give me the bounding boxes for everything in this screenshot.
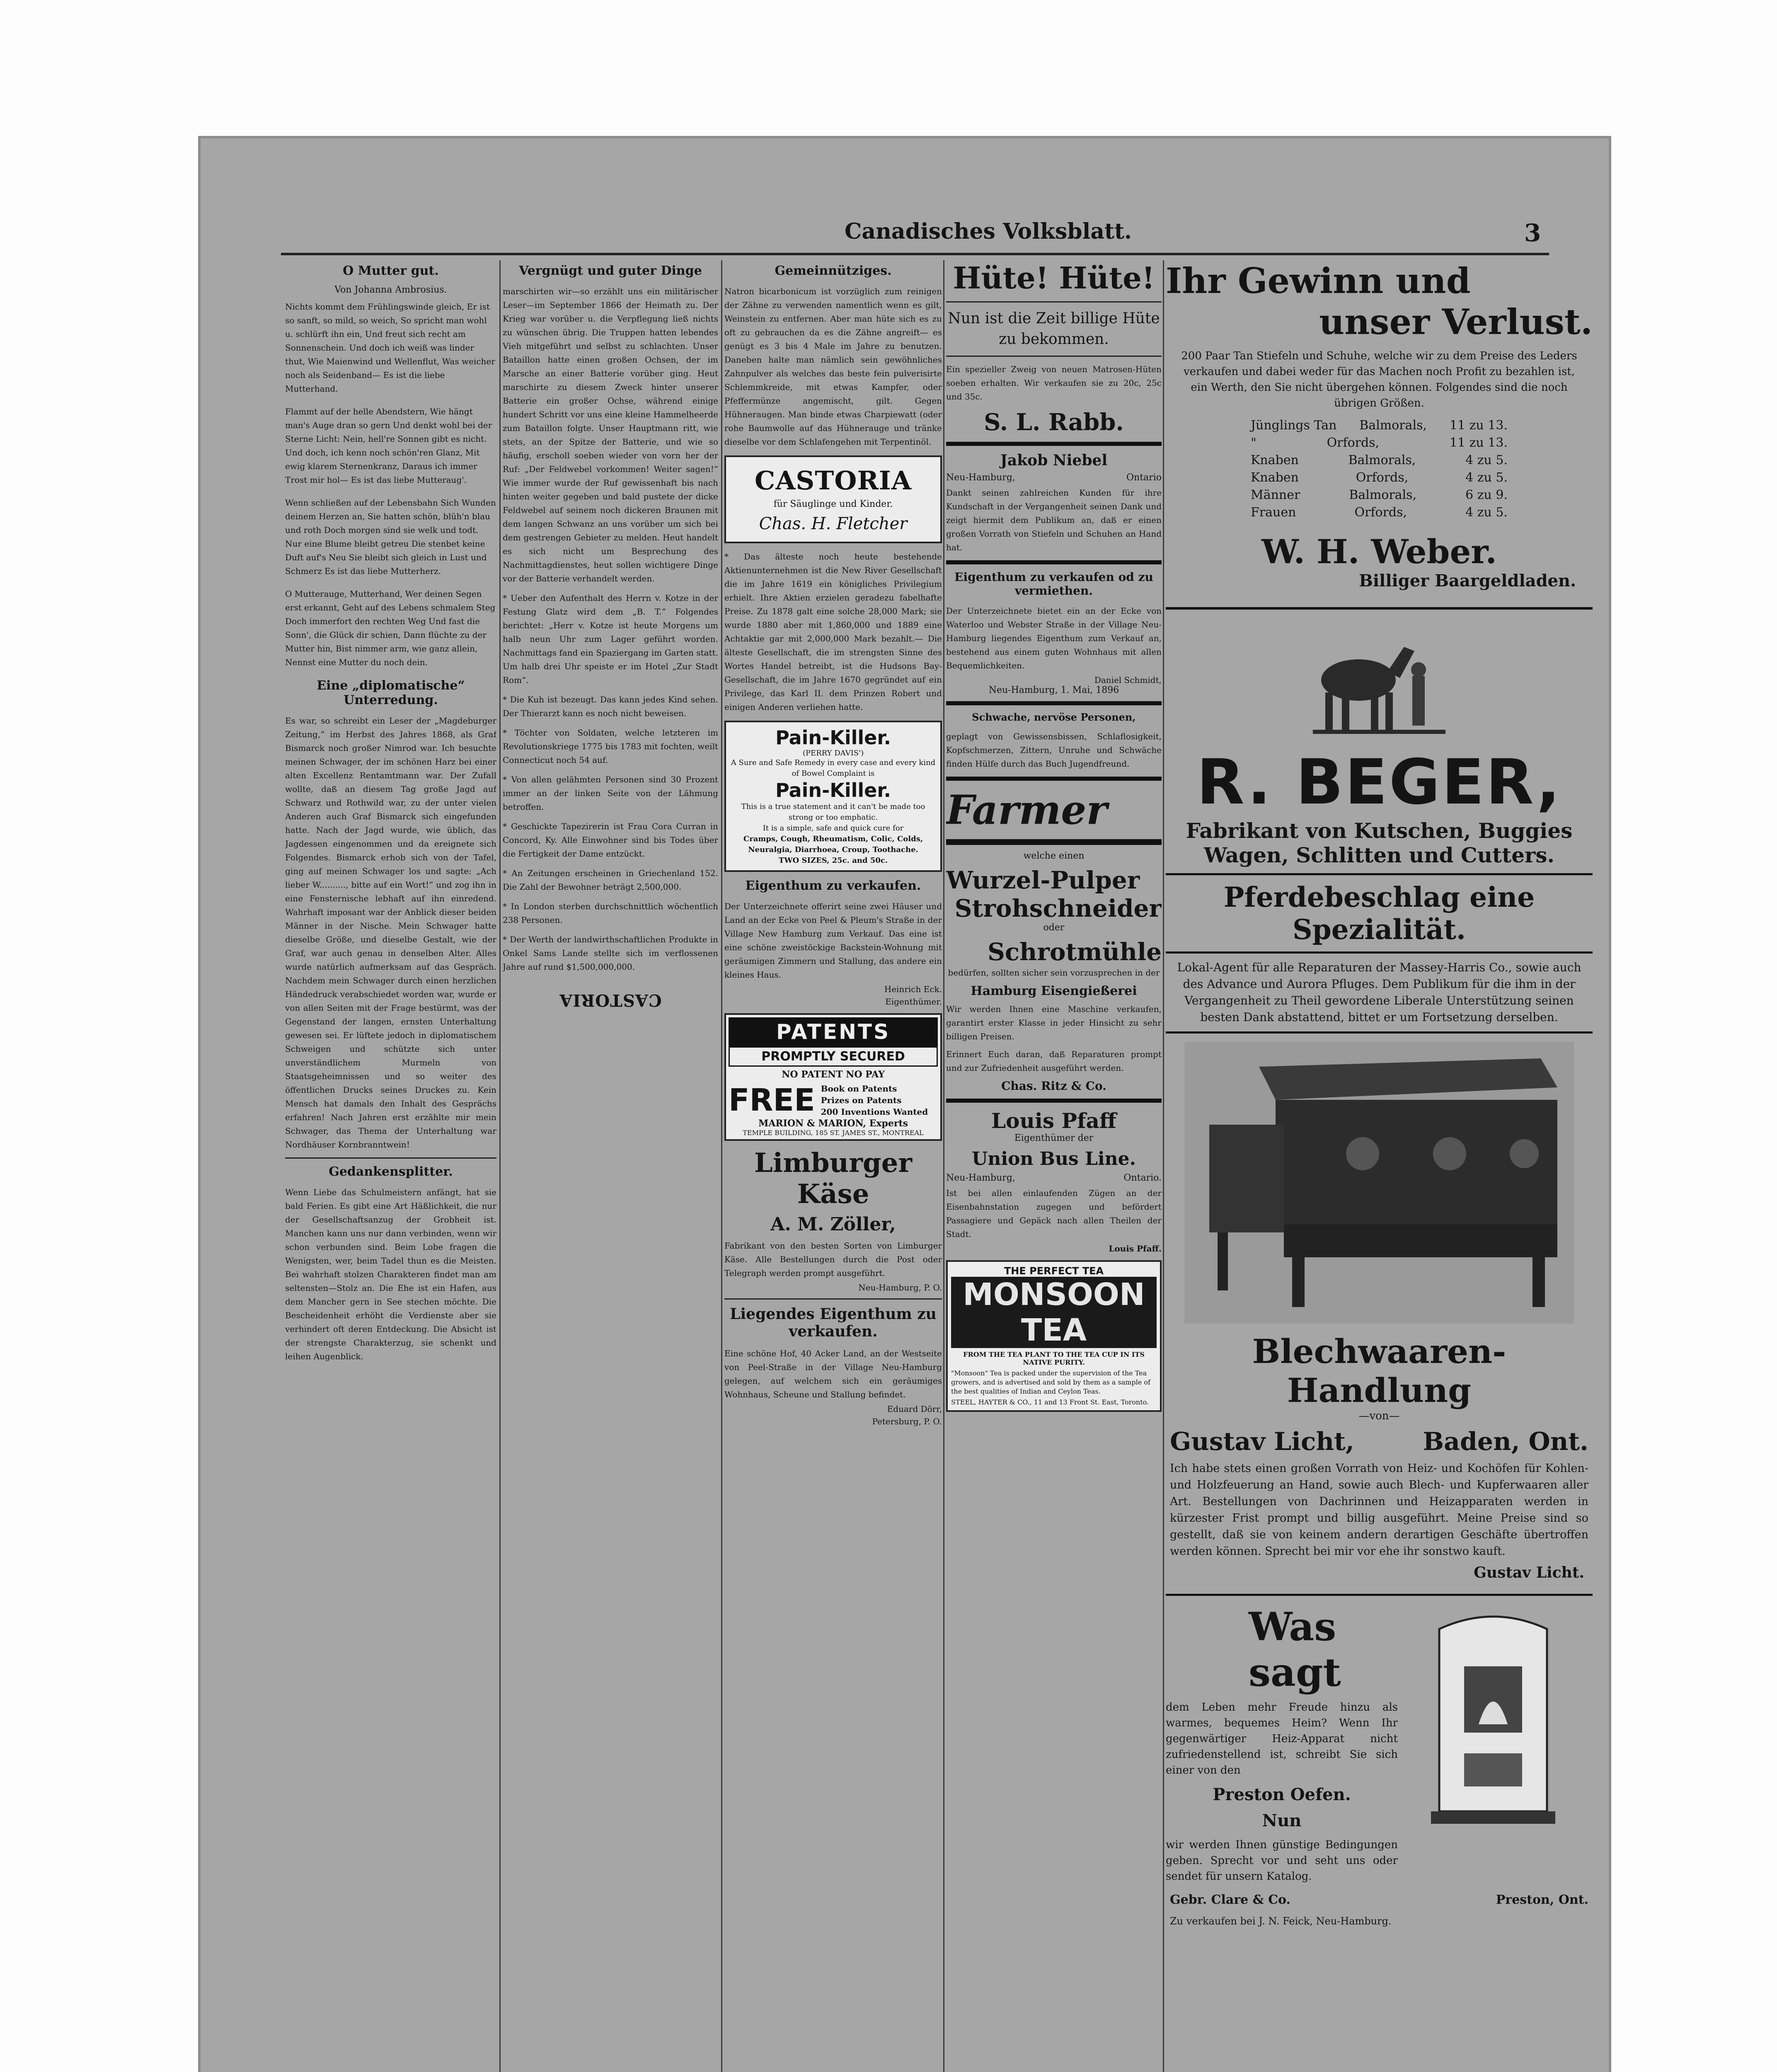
- castoria-ad: [724, 455, 942, 543]
- patents-ad: [724, 1013, 942, 1141]
- divider: [946, 777, 1162, 781]
- column-rule: [499, 260, 501, 2072]
- article-body: marschirten wir—so erzählt uns ein militärischer Leser—im September 1866 der Heimath zu. Der Krieg war vorüber u. die Verpflegung ließ nichts zu wünschen übrig. Die Truppen hatten lebendes Vieh mitgeführt und selbst zu schlachten. Unser Bataillon hatte einen großen Ochsen, der im Marsche an einer Batterie vorüber ging. Heut marschirte zu diesem Zweck hinter unserer Batterie ein großer Ochse, während einige hundert Schritt vor uns eine kleine Hammelheerde zum Bataillon folgte. Unser Hauptmann ritt, wie stets, an der Spitze der Batterie, und wie so häufig, erscholl soeben wieder von vorn her der Ruf: „Der Feldwebel vorkommen! Weiter sagen!“ Wie immer wurde der Ruf gewissenhaft bis nach hinten weiter gegeben und bald pustete der dicke Feldwebel auf seinem noch dickeren Braunen mit dem langen Schwanz an uns vorüber um sich bei dem gestrengen Gebieter zu melden. Heut handelt es sich nicht um Besprechung des Nachmittagdienstes, heut sollen wichtigere Dinge vor der Batterie verhandelt werden.: [503, 286, 718, 583]
- page-number: 3: [1524, 219, 1541, 247]
- patents-sub: PROMPTLY SECURED: [729, 1046, 938, 1067]
- poem-stanza: O Mutterauge, Mutterhand, Wer deinen Segen erst erkannt, Geht auf des Lebens schmalem Steg Doch immerfort den rechten Weg Und fast die Sonn', die Glück dir schien, Dann flüchte zu der Mutter hin, Bist nimmer arm, wie ganz allein, Nennst eine Mutter du noch dein.: [285, 589, 496, 667]
- beger-body: Lokal-Agent für alle Reparaturen der Massey-Harris Co., sowie auch des Advance und Aurora Pfluges. Dem Publikum für die ihm in der Vergangenheit zu Theil gewordene Liberale Unterstützung seinen besten Dank abstattend, bittet er um Fortsetzung derselben.: [1177, 961, 1581, 1024]
- furnace-illustration-icon: [1406, 1604, 1580, 1836]
- poem-title: O Mutter gut.: [343, 264, 439, 278]
- column-1: [285, 260, 496, 2001]
- castoria-title: CASTORIA: [754, 465, 912, 496]
- divider: [946, 301, 1162, 303]
- lieg-place: Petersburg, P. O.: [872, 1416, 942, 1426]
- weber-name: W. H. Weber.: [1261, 532, 1497, 571]
- schrot-title: Schrotmühle: [987, 938, 1162, 966]
- hute-title: Hüte! Hüte!: [953, 260, 1155, 295]
- patents-title: PATENTS: [729, 1017, 938, 1046]
- farmer-body2: Wir werden Ihnen eine Maschine verkaufen, garantirt erster Klasse in jeder Hinsicht zu sehr billigen Preisen.: [946, 1004, 1162, 1041]
- pfaff-sub: Eigenthümer der: [1014, 1133, 1094, 1143]
- licht-signature: Gustav Licht.: [1474, 1564, 1584, 1581]
- beger-name: R. BEGER,: [1196, 746, 1562, 818]
- divider: [946, 839, 1162, 845]
- nerv-body: geplagt von Gewissensbissen, Schlaflosigkeit, Kopfschmerzen, Zittern, Unruhe und Schwäche finden Hülfe durch das Buch Jugendfreund.: [946, 731, 1162, 769]
- divider: [285, 1157, 496, 1159]
- lieg-signature: Eduard Dörr,: [887, 1404, 942, 1414]
- castoria-sub: für Säuglinge und Kinder.: [773, 499, 893, 509]
- painkiller-line: Cramps, Cough, Rheumatism, Colic, Colds, Neuralgia, Diarrhoea, Croup, Toothache.: [743, 835, 923, 854]
- thoughts-body: Wenn Liebe das Schulmeistern anfängt, hat sie bald Ferien. Es gibt eine Art Häßlichkeit, die nur der Gesellschaftsanzug der Grobheit ist. Manchen kann uns nur dann verbinden, wenn wir schon verbunden sind. Beim Lobe fragen die Wenigsten, wer, beim Tadel thun es die Meisten. Bei wahrhaft stolzen Charakteren findet man am seltensten—Stolz an. Die Ehe ist ein Hafen, aus dem Mancher gern in See stechen möchte. Die Bescheidenheit erhöht die Verdienste aber sie verhindert oft deren Entdeckung. Die Absicht ist der strengste Charakterzug, sie schenkt und leihen Augenblick.: [285, 1187, 496, 1361]
- clare-name: Gebr. Clare & Co.: [1170, 1893, 1291, 1907]
- monsoon-sub: FROM THE TEA PLANT TO THE TEA CUP IN ITS NATIVE PURITY.: [963, 1351, 1145, 1366]
- article-title: Gemeinnütziges.: [775, 264, 892, 278]
- painkiller-title: Pain-Killer.: [775, 779, 891, 801]
- kase-body: Fabrikant von den besten Sorten von Limburger Käse. Alle Bestellungen durch die Post oder Telegraph werden prompt ausgeführt.: [724, 1241, 942, 1278]
- divider: [724, 1298, 942, 1300]
- busline-name: Union Bus Line.: [972, 1148, 1136, 1169]
- list-item: Knaben Balmorals, 4 zu 5.: [1251, 453, 1508, 467]
- beger-sub-2: Wagen, Schlitten und Cutters.: [1204, 843, 1554, 867]
- list-item: Jünglings Tan Balmorals, 11 zu 13.: [1251, 418, 1508, 433]
- property-signature: Heinrich Eck.: [884, 984, 942, 994]
- pfaff-name: Louis Pfaff: [991, 1109, 1116, 1133]
- clare-place: Preston, Ont.: [1496, 1893, 1588, 1907]
- poem-stanza: Nichts kommt dem Frühlingswinde gleich, Er ist so sanft, so mild, so weich, So spricht man wohl u. schlürft ihn ein, Und freut sich recht am Sonnenschein. Und doch ich weiß was linder thut, Wie Maienwind und Wellenflut, Was weicher noch als Seidenband— Es ist die liebe Mutterhand.: [285, 302, 495, 394]
- painkiller-line: This is a true statement and it can't be made too strong or too emphatic.: [741, 802, 925, 822]
- divider: [946, 442, 1162, 446]
- patents-nopay: NO PATENT NO PAY: [782, 1069, 885, 1080]
- eig-body: Der Unterzeichnete bietet ein an der Ecke von Waterloo und Webster Straße in der Village Neu-Hamburg liegendes Eigenthum zum Verkauf an, bestehend aus einem guten Wohnhaus mit allen Bequemlichkeiten.: [946, 606, 1162, 670]
- eig-title: Eigenthum zu verkaufen od zu vermiethen.: [954, 570, 1153, 598]
- was-title: Was sagt: [1249, 1604, 1341, 1695]
- divider: [1166, 873, 1593, 875]
- nun-body: wir werden Ihnen günstige Bedingungen geben. Sprecht vor und seht uns oder sendet für unsern Katalog.: [1166, 1839, 1398, 1883]
- column-3: [724, 260, 942, 2072]
- stroh-title: Strohschneider: [954, 894, 1162, 922]
- zoller-name: A. M. Zöller,: [770, 1214, 896, 1235]
- property-role: Eigenthümer.: [885, 997, 942, 1007]
- gewinn-title-1: Ihr Gewinn und: [1166, 260, 1471, 301]
- painkiller-title: Pain-Killer.: [775, 726, 891, 749]
- painkiller-line: A Sure and Safe Remedy in every case and every kind of Bowel Complaint is: [731, 758, 936, 778]
- nerv-title: Schwache, nervöse Personen,: [972, 711, 1136, 723]
- oder-word: oder: [1043, 922, 1065, 933]
- news-note: * Der Werth der landwirthschaftlichen Produkte in Onkel Sams Lande stellte sich im verflossenen Jahre auf rund $1,500,000,000.: [503, 934, 718, 972]
- ritz-name: Chas. Ritz & Co.: [1001, 1079, 1106, 1093]
- niebel-name: Jakob Niebel: [1000, 452, 1108, 469]
- painkiller-line: It is a simple, safe and quick cure for: [763, 824, 904, 833]
- pulper-title: Wurzel-Pulper: [946, 866, 1140, 894]
- hamburg-foundry: Hamburg Eisengießerei: [971, 984, 1137, 998]
- patents-line: 200 Inventions Wanted: [821, 1107, 928, 1117]
- hute-sub: Nun ist die Zeit billige Hüte zu bekommen.: [948, 310, 1160, 348]
- licht-name: Gustav Licht,: [1170, 1427, 1354, 1456]
- lieg-body: Eine schöne Hof, 40 Acker Land, an der Westseite von Peel-Straße in der Village Neu-Hamburg gelegen, auf welchem sich ein geräumiges Wohnhaus, Scheune und Stallung befindet.: [724, 1348, 942, 1399]
- erinnert-body: Erinnert Euch daran, daß Reparaturen prompt und zur Zufriedenheit ausgeführt werden.: [946, 1049, 1162, 1073]
- horse-illustration-icon: [1309, 626, 1450, 742]
- stove-illustration-icon: [1184, 1042, 1574, 1324]
- news-note: * Ueber den Aufenthalt des Herrn v. Kotze in der Festung Glatz wird dem „B. T.“ Folgendes berichtet: „Herr v. Kotze ist heute Morgens um halb neun Uhr zum Lager geführt worden. Nachmittags fand ein Spaziergang im Garten statt. Um halb drei Uhr speiste er im Hotel „Zur Stadt Rom“.: [503, 593, 718, 685]
- blech-title: Blechwaaren-Handlung: [1252, 1332, 1506, 1410]
- pfaff-body: Ist bei allen einlaufenden Zügen an der Eisenbahnstation zugegen und befördert Passagiere und Gepäck nach allen Theilen der Stadt.: [946, 1188, 1162, 1239]
- masthead: [198, 136, 1611, 260]
- column-2: [503, 260, 718, 2072]
- divider: [946, 701, 1162, 705]
- painkiller-line: TWO SIZES, 25c. and 50c.: [778, 856, 888, 865]
- niebel-body: Dankt seinen zahlreichen Kunden für ihre Kundschaft in der Vergangenheit seinen Dank und zeigt hiermit dem Publikum an, daß er einen großen Vorrath von Stiefeln und Schuhen an Hand hat.: [946, 488, 1162, 552]
- news-note: * An Zeitungen erscheinen in Griechenland 152. Die Zahl der Bewohner beträgt 2,500,000.: [503, 868, 718, 892]
- kase-title: Limburger Käse: [754, 1147, 913, 1210]
- poem-stanza: Wenn schließen auf der Lebensbahn Sich Wunden deinem Herzen an, Sie hatten schön, blüh'n blau und roth Doch morgen sind sie welk und todt. Nur eine Blume bleibt getreu Die stenbet keine Duft auf's Neu Sie bleibt sich gleich in Lust und Schmerz Es ist das liebe Mutterherz.: [285, 498, 496, 576]
- gewinn-body: 200 Paar Tan Stiefeln und Schuhe, welche wir zu dem Preise des Leders verkaufen und dabei weder für das Machen noch Profit zu bezahlen ist, ein Werth, den Sie nicht übergehen können. Folgendes sind die noch übrigen Größen.: [1181, 350, 1577, 409]
- monsoon-ad: [946, 1260, 1162, 1412]
- pfaff-place: Neu-Hamburg,: [946, 1173, 1015, 1183]
- column-4: [946, 260, 1162, 2072]
- niebel-place: Neu-Hamburg,: [946, 472, 1015, 483]
- divider: [1166, 607, 1593, 610]
- licht-body: Ich habe stets einen großen Vorrath von Heiz- und Kochöfen für Kohlen- und Holzfeuerung an Hand, sowie auch Blech- und Kupferwaaren aller Art. Bestellungen von Dachrinnen und Heizapparaten werden in kürzester Frist prompt und billig ausgeführt. Meine Preise sind so gestellt, daß sie von keinem andern derartigen Geschäfte übertroffen werden können. Sprecht bei mir vor ehe ihr sonstwo kauft.: [1170, 1462, 1588, 1558]
- eig-signature: Daniel Schmidt,: [1094, 675, 1162, 685]
- news-note: * Töchter von Soldaten, welche letzteren im Revolutionskriege 1775 bis 1783 mit fochten, weilt Connecticut noch 54 auf.: [503, 728, 718, 765]
- pfaff-province: Ontario.: [1123, 1173, 1162, 1183]
- monsoon-body: "Monsoon" Tea is packed under the supervision of the Tea growers, and is advertised and sold by them as a sample of the best qualities of Indian and Ceylon Teas.: [951, 1369, 1150, 1395]
- column-rule: [721, 260, 722, 2072]
- divider: [1166, 1594, 1593, 1596]
- article-body: Es war, so schreibt ein Leser der „Magdeburger Zeitung,“ im Herbst des Jahres 1868, als Graf Bismarck noch großer Nimrod war. Ich besuchte meinen Schwager, der im schönen Harz bei einer alten Excellenz Rentamtmann war. Der Zufall wollte, daß an diesem Tag große Jagd auf Schwarz und Rothwild war, zu der unter vielen Anderen auch Graf Bismarck sich eingefunden hatte. Nach der Jagd wurde, wie üblich, das Jagdessen eingenommen und da ereignete sich Folgendes. Bismarck erhob sich von der Tafel, ging auf meinen Schwager los und sagte: „Ach lieber W.........., bitte auf ein Wort!“ und zog ihn in eine Fensternische lebhaft auf ihn einredend. Wahrhaft imposant war der Anblick dieser beiden Männer in der Nische. Mein Schwager hatte dieselbe Größe, und dieselbe Gestalt, wie der Graf, war auch genau in denselben Alter. Alles wurde natürlich aufmerksam auf das Gespräch. Nachdem mein Schwager durch einen herzlichen Händedruck verabschiedet worden war, wurde er von allen Seiten mit der Frage bestürmt, was der Gegenstand der langen, ernsten Unterhaltung gewesen sei. Er lüftete jedoch in diplomatischem Schweigen und schützte sich unter unverständlichem Murmeln von Staatsgeheimnissen und so weiter des öffentlichen Drucks seines Druckes zu. Kein Mensch hat damals den Inhalt des Gesprächs erfahren! Nach Jahren erst erzählte mir mein Schwager, das Thema der Unterhaltung war Nordhäuser Kornbranntwein!: [285, 716, 496, 1150]
- verkauf-note: Zu verkaufen bei J. N. Feick, Neu-Hamburg.: [1170, 1915, 1392, 1927]
- lieg-title: Liegendes Eigenthum zu verkaufen.: [730, 1305, 937, 1340]
- patents-address: TEMPLE BUILDING, 185 ST. JAMES ST., MONTREAL: [743, 1129, 924, 1137]
- thoughts-title: Gedankensplitter.: [329, 1164, 453, 1179]
- divider: [946, 1099, 1162, 1103]
- poem-author: Von Johanna Ambrosius.: [334, 285, 447, 295]
- divider: [946, 356, 1162, 357]
- news-note: * Geschickte Tapezirerin ist Frau Cora Curran in Concord, Ky. Alle Einwohner sind bis Todes über die Fertigkeit der Dame entzückt.: [503, 821, 718, 859]
- painkiller-ad: [724, 721, 942, 872]
- news-note: * Die Kuh ist bezeugt. Das kann jedes Kind sehen. Der Thierarzt kann es noch nicht beweisen.: [503, 695, 718, 718]
- news-note: * In London sterben durchschnittlich wöchentlich 238 Personen.: [503, 901, 718, 925]
- monsoon-address: STEEL, HAYTER & CO., 11 and 13 Front St. East, Toronto.: [951, 1398, 1149, 1406]
- farmer-title: Farmer: [946, 787, 1107, 833]
- kase-place: Neu-Hamburg, P. O.: [858, 1283, 942, 1293]
- list-item: Männer Balmorals, 6 zu 9.: [1251, 488, 1508, 502]
- was-body: dem Leben mehr Freude hinzu als warmes, bequemes Heim? Wenn Ihr gegenwärtiger Heiz-Apparat nicht zufriedenstellend ist, schreibt Sie sich einer von den: [1166, 1701, 1398, 1777]
- farmer-sub: welche einen: [1023, 851, 1085, 861]
- column-rule: [1163, 260, 1164, 2072]
- castoria-signature: Chas. H. Fletcher: [759, 514, 908, 533]
- pfaff-signature: Louis Pfaff.: [1109, 1244, 1162, 1254]
- monsoon-top: THE PERFECT TEA: [1004, 1265, 1104, 1277]
- von-word: —von—: [1358, 1410, 1400, 1422]
- article-title: Eine „diplomatische“ Unterredung.: [317, 678, 465, 707]
- monsoon-title: MONSOON: [951, 1277, 1157, 1312]
- property-title: Eigenthum zu verkaufen.: [745, 879, 921, 893]
- news-note: * Von allen gelähmten Personen sind 30 Prozent immer an der linken Seite von der Lähmung betroffen.: [503, 775, 718, 812]
- column-rule: [943, 260, 944, 2072]
- poem-stanza: Flammt auf der helle Abendstern, Wie hängt man's Auge dran so gern Und denkt wohl bei der Sterne Licht: Nein, hell're Sonnen gibt es nicht. Und doch, ich kenn noch schön'ren Glanz, Mit ewig klarem Sternenkranz, Daraus ich immer Trost mir hol— Es ist das liebe Mutteraug'.: [285, 407, 492, 485]
- licht-place: Baden, Ont.: [1423, 1427, 1588, 1456]
- property-body: Der Unterzeichnete offerirt seine zwei Häuser und Land an der Ecke von Peel & Pleum's Straße in der Village New Hamburg zum Verkauf. Das eine ist eine schöne zweistöckige Backstein-Wohnung mit geräumigen Zimmern und Stallung, das andere ein kleines Haus.: [724, 901, 942, 980]
- painkiller-sub: (PERRY DAVIS'): [802, 749, 864, 758]
- divider: [1166, 951, 1593, 954]
- hute-body: Ein spezieller Zweig von neuen Matrosen-Hüten soeben erhalten. Wir verkaufen sie zu 20c, 25c und 35c.: [946, 364, 1162, 402]
- monsoon-tea: TEA: [951, 1312, 1157, 1348]
- patents-line: Book on Patents: [821, 1084, 897, 1094]
- patents-firm: MARION & MARION, Experts: [758, 1118, 908, 1129]
- list-item: " Orfords, 11 zu 13.: [1251, 436, 1508, 450]
- article-title: Vergnügt und guter Dinge: [519, 264, 702, 278]
- article-body: Natron bicarbonicum ist vorzüglich zum reinigen der Zähne zu verwenden namentlich wenn es gilt, Weinstein zu entfernen. Aber man hüte sich es zu oft zu gebrauchen da es die Zähne angreift— es genügt es 3 bis 4 Male im Jahre zu benutzen. Daneben halte man nämlich sein gewöhnliches Zahnpulver als welches das beste fein pulverisirte Schlemmkreide, mit etwas Kampfer, oder Pfeffermünze angemischt, gilt. Gegen Hühneraugen. Man binde etwas Charpiewatt (oder rohe Baumwolle auf das Hühnerauge und tränke dieselbe vor dem Schlafengehen mit Terpentinöl.: [724, 286, 942, 447]
- divider: [946, 560, 1162, 564]
- preston-title: Preston Oefen.: [1213, 1785, 1351, 1804]
- masthead-rule: [281, 253, 1549, 255]
- castoria-inverted-ad: CASTORIA: [559, 990, 662, 1010]
- farmer-body: bedürfen, sollten sicher sein vorzusprechen in der: [948, 968, 1160, 978]
- article-body: * Das älteste noch heute bestehende Aktienunternehmen ist die New River Gesellschaft die im Jahre 1619 ein königliches Privilegium erhielt. Ihre Aktien erzielen geradezu fabelhafte Preise. Zu 1878 galt eine solche 28,000 Mark; sie wurde 1880 aber mit 1,860,000 und 1889 eine Achtaktie gar mit 2,000,000 Mark bezahlt.— Die älteste Gesellschaft, die im strengsten Sinne des Wortes Handel betreibt, ist die Hudsons Bay-Gesellschaft, die im Jahre 1670 gegründet auf ein Privilege, das Karl II. dem Prinzen Robert und einigen Anderen verliehen hatte.: [724, 552, 942, 712]
- gewinn-title-2: unser Verlust.: [1319, 301, 1593, 342]
- eig-date: Neu-Hamburg, 1. Mai, 1896: [988, 685, 1119, 695]
- beger-sub-1: Fabrikant von Kutschen, Buggies: [1186, 818, 1573, 843]
- nun-title: Nun: [1262, 1811, 1302, 1830]
- niebel-province: Ontario: [1126, 472, 1162, 483]
- column-5: [1166, 260, 1593, 2072]
- newspaper-page: [198, 136, 1611, 2072]
- sizes-list: [1251, 417, 1508, 521]
- list-item: Frauen Orfords, 4 zu 5.: [1251, 505, 1508, 520]
- pferde-title: Pferdebeschlag eine Spezialität.: [1223, 881, 1535, 946]
- rabb-name: S. L. Rabb.: [984, 409, 1124, 436]
- weber-sub: Billiger Baargeldladen.: [1359, 571, 1576, 591]
- list-item: Knaben Orfords, 4 zu 5.: [1251, 470, 1508, 485]
- paper-title: Canadisches Volksblatt.: [845, 219, 1132, 244]
- patents-line: Prizes on Patents: [821, 1095, 902, 1105]
- patents-free: FREE: [729, 1082, 815, 1118]
- divider: [1166, 1031, 1593, 1034]
